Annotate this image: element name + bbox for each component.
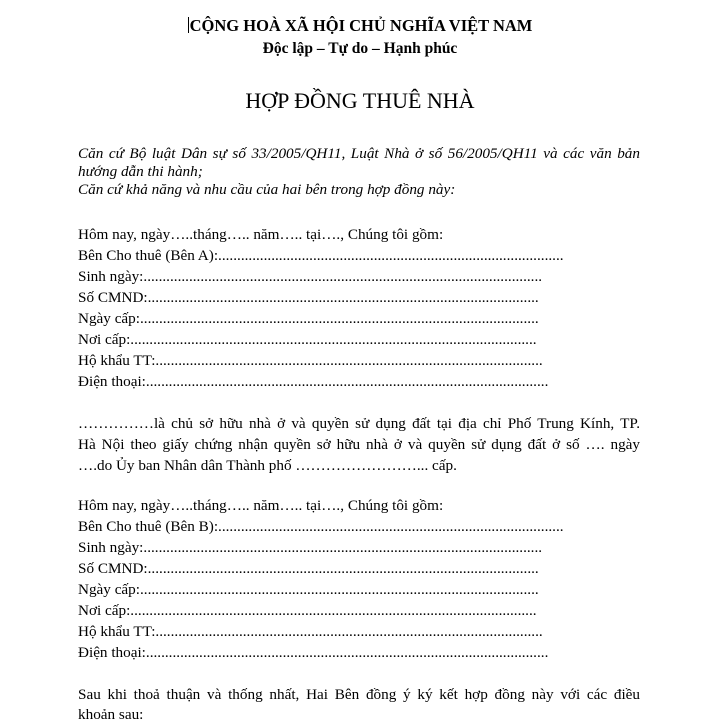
party-b-issue-place-field: Nơi cấp:...........................................................................................................: [78, 602, 537, 619]
preamble-line-3: Căn cứ khả năng và nhu cầu của hai bên trong hợp đồng này:: [78, 181, 456, 198]
party-b-birthdate-field: Sinh ngày:.........................................................................................................: [78, 539, 543, 556]
party-b-intro: Hôm nay, ngày…..tháng….. năm….. tại…., Chúng tôi gồm:: [78, 497, 444, 514]
party-b-name-field: Bên Cho thuê (Bên B):...........................................................................................: [78, 518, 564, 535]
party-a-birthdate-field: Sinh ngày:.........................................................................................................: [78, 268, 543, 285]
national-header: [0, 17, 720, 35]
party-b-issue-date-field: Ngày cấp:.........................................................................................................: [78, 581, 539, 598]
party-b-phone-field: Điện thoại:..........................................................................................................: [78, 644, 549, 661]
party-a-intro: Hôm nay, ngày…..tháng….. năm….. tại…., Chúng tôi gồm:: [78, 226, 444, 243]
party-a-residence-field: Hộ khẩu TT:......................................................................................................: [78, 352, 543, 369]
agreement-line-1: Sau khi thoả thuận và thống nhất, Hai Bên đồng ý ký kết hợp đồng này với các điều: [78, 686, 640, 703]
preamble-line-2: hướng dẫn thi hành;: [78, 163, 203, 180]
party-a-issue-date-field: Ngày cấp:.........................................................................................................: [78, 310, 539, 327]
ownership-line-1: ……………là chủ sở hữu nhà ở và quyền sử dụng đất tại địa chỉ Phố Trung Kính, TP.: [78, 415, 640, 432]
preamble-line-1: Căn cứ Bộ luật Dân sự số 33/2005/QH11, Luật Nhà ở số 56/2005/QH11 và các văn bản: [78, 145, 640, 162]
text-cursor: [188, 17, 189, 33]
ownership-line-2: Hà Nội theo giấy chứng nhận quyền sở hữu nhà ở và quyền sử dụng đất ở số …. ngày: [78, 436, 640, 453]
nation-name: CỘNG HOÀ XÃ HỘI CHỦ NGHĨA VIỆT NAM: [189, 16, 533, 35]
national-motto: Độc lập – Tự do – Hạnh phúc: [262, 40, 458, 57]
ownership-line-3: ….do Ủy ban Nhân dân Thành phố ……………………... cấp.: [78, 457, 457, 474]
party-a-id-field: Số CMND:.......................................................................................................: [78, 289, 539, 306]
document-title: HỢP ĐỒNG THUÊ NHÀ: [245, 88, 475, 113]
agreement-line-2: khoản sau:: [78, 706, 144, 723]
party-b-residence-field: Hộ khẩu TT:......................................................................................................: [78, 623, 543, 640]
party-b-id-field: Số CMND:.......................................................................................................: [78, 560, 539, 577]
party-a-issue-place-field: Nơi cấp:...........................................................................................................: [78, 331, 537, 348]
party-a-name-field: Bên Cho thuê (Bên A):...........................................................................................: [78, 247, 564, 264]
party-a-phone-field: Điện thoại:..........................................................................................................: [78, 373, 549, 390]
